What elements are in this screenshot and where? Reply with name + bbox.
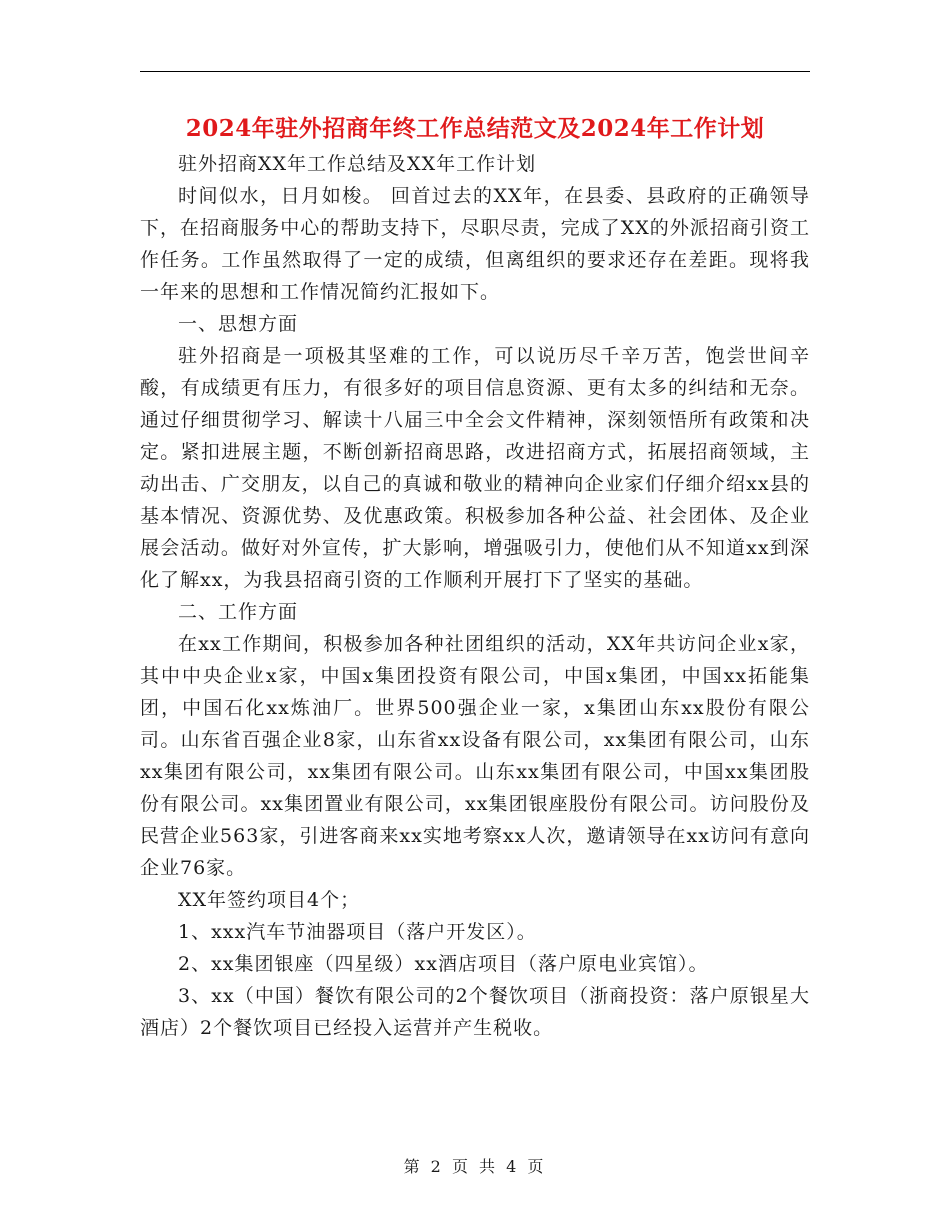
- document-title: 2024年驻外招商年终工作总结范文及2024年工作计划: [185, 115, 765, 142]
- section-heading-work: 二、工作方面: [178, 601, 299, 623]
- list-item-project-2: 2、xx集团银座（四星级）xx酒店项目（落户原电业宾馆）。: [178, 953, 709, 975]
- paragraph-intro: 时间似水，日月如梭。 回首过去的XX年，在县委、县政府的正确领导下，在招商服务中心的帮助支持下，尽职尽责，完成了XX的外派招商引资工作任务。工作虽然取得了一定的成绩，但离组织的要求还存在差距。现将我一年来的思想和工作情况简约汇报如下。: [140, 185, 810, 303]
- list-item-project-3: 3、xx（中国）餐饮有限公司的2个餐饮项目（浙商投资：落户原银星大酒店）2个餐饮项目已经投入运营并产生税收。: [140, 985, 810, 1039]
- paragraph-subtitle: 驻外招商XX年工作总结及XX年工作计划: [178, 153, 537, 175]
- paragraph-projects-count: XX年签约项目4个；: [178, 889, 361, 911]
- document-body: [140, 148, 810, 1044]
- paragraph-work: 在xx工作期间，积极参加各种社团组织的活动，XX年共访问企业x家，其中中央企业x家，中国x集团投资有限公司，中国x集团，中国xx拓能集团，中国石化xx炼油厂。世界500强企业一家，x集团山东xx股份有限公司。山东省百强企业8家，山东省xx设备有限公司，xx集团有限公司，山东xx集团有限公司，xx集团有限公司。山东xx集团有限公司，中国xx集团股份有限公司。xx集团置业有限公司，xx集团银座股份有限公司。访问股份及民营企业563家，引进客商来xx实地考察xx人次，邀请领导在xx访问有意向企业76家。: [140, 633, 810, 879]
- section-heading-thought: 一、思想方面: [178, 313, 299, 335]
- page-footer: 第 2 页 共 4 页: [403, 1157, 547, 1176]
- list-item-project-1: 1、xxx汽车节油器项目（落户开发区）。: [178, 921, 537, 943]
- header-rule: [140, 71, 810, 72]
- paragraph-thought: 驻外招商是一项极其坚难的工作，可以说历尽千辛万苦，饱尝世间辛酸，有成绩更有压力，有很多好的项目信息资源、更有太多的纠结和无奈。通过仔细贯彻学习、解读十八届三中全会文件精神，深刻领悟所有政策和决定。紧扣进展主题，不断创新招商思路，改进招商方式，拓展招商领域，主动出击、广交朋友，以自己的真诚和敬业的精神向企业家们仔细介绍xx县的基本情况、资源优势、及优惠政策。积极参加各种公益、社会团体、及企业展会活动。做好对外宣传，扩大影响，增强吸引力，使他们从不知道xx到深化了解xx，为我县招商引资的工作顺利开展打下了坚实的基础。: [140, 345, 810, 591]
